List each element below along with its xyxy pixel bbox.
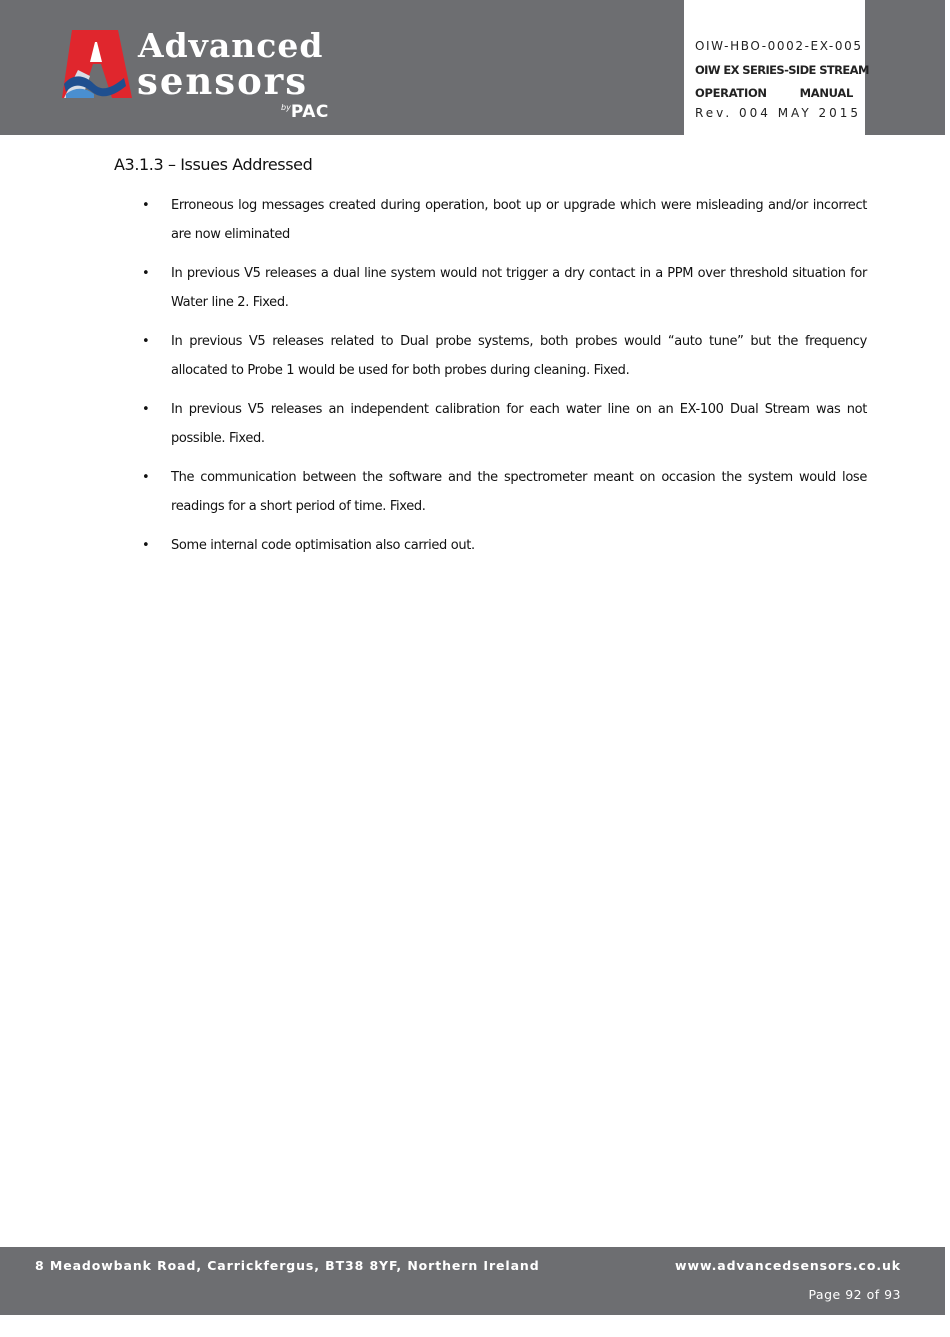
list-item-text: In previous V5 releases an independent calibration for each water line on an EX-100 Dual Stream was not possible. Fixed. bbox=[171, 402, 867, 446]
advanced-sensors-logo bbox=[60, 28, 350, 124]
bullet-dot-icon: • bbox=[142, 470, 150, 485]
bullet-dot-icon: • bbox=[142, 538, 150, 553]
logo-by-pac bbox=[281, 104, 329, 121]
document-revision: Rev. 004 MAY 2015 bbox=[695, 106, 862, 120]
list-item bbox=[140, 259, 867, 317]
list-item-text: Erroneous log messages created during operation, boot up or upgrade which were misleading and/or incorrect are now eliminated bbox=[171, 198, 867, 242]
page-number: Page 92 of 93 bbox=[808, 1287, 901, 1302]
logo-a-emblem-icon bbox=[60, 28, 134, 100]
logo-word-advanced: Advanced bbox=[138, 26, 324, 65]
list-item bbox=[140, 531, 867, 560]
bullet-dot-icon: • bbox=[142, 198, 150, 213]
page-footer bbox=[0, 1247, 945, 1315]
section-title: A3.1.3 – Issues Addressed bbox=[114, 155, 313, 174]
bullet-dot-icon: • bbox=[142, 266, 150, 281]
logo-by-text: by bbox=[281, 103, 291, 112]
footer-website-link[interactable]: www.advancedsensors.co.uk bbox=[675, 1258, 901, 1273]
list-item bbox=[140, 327, 867, 385]
footer-address: 8 Meadowbank Road, Carrickfergus, BT38 8YF, Northern Ireland bbox=[35, 1258, 540, 1273]
issues-list bbox=[140, 191, 867, 570]
list-item-text: In previous V5 releases related to Dual probe systems, both probes would “auto tune” but the frequency allocated to Probe 1 would be used for both probes during cleaning. Fixed. bbox=[171, 334, 867, 378]
bullet-dot-icon: • bbox=[142, 334, 150, 349]
logo-pac-text: PAC bbox=[290, 102, 329, 122]
logo-word-sensors: sensors bbox=[137, 59, 309, 103]
list-item bbox=[140, 395, 867, 453]
list-item-text: In previous V5 releases a dual line system would not trigger a dry contact in a PPM over threshold situation for Water line 2. Fixed. bbox=[171, 266, 867, 310]
document-type-word-1: OPERATION bbox=[695, 86, 767, 100]
document-info-box bbox=[684, 0, 869, 135]
bullet-dot-icon: • bbox=[142, 402, 150, 417]
document-type-word-2: MANUAL bbox=[799, 86, 853, 100]
document-type bbox=[695, 86, 853, 100]
list-item-text: The communication between the software and the spectrometer meant on occasion the system would lose readings for a short period of time. Fixed. bbox=[171, 470, 867, 514]
document-series: OIW EX SERIES-SIDE STREAM bbox=[695, 63, 869, 77]
list-item bbox=[140, 191, 867, 249]
document-id: OIW-HBO-0002-EX-005 bbox=[695, 39, 863, 53]
list-item bbox=[140, 463, 867, 521]
list-item-text: Some internal code optimisation also carried out. bbox=[171, 538, 475, 553]
page-header bbox=[0, 0, 945, 135]
